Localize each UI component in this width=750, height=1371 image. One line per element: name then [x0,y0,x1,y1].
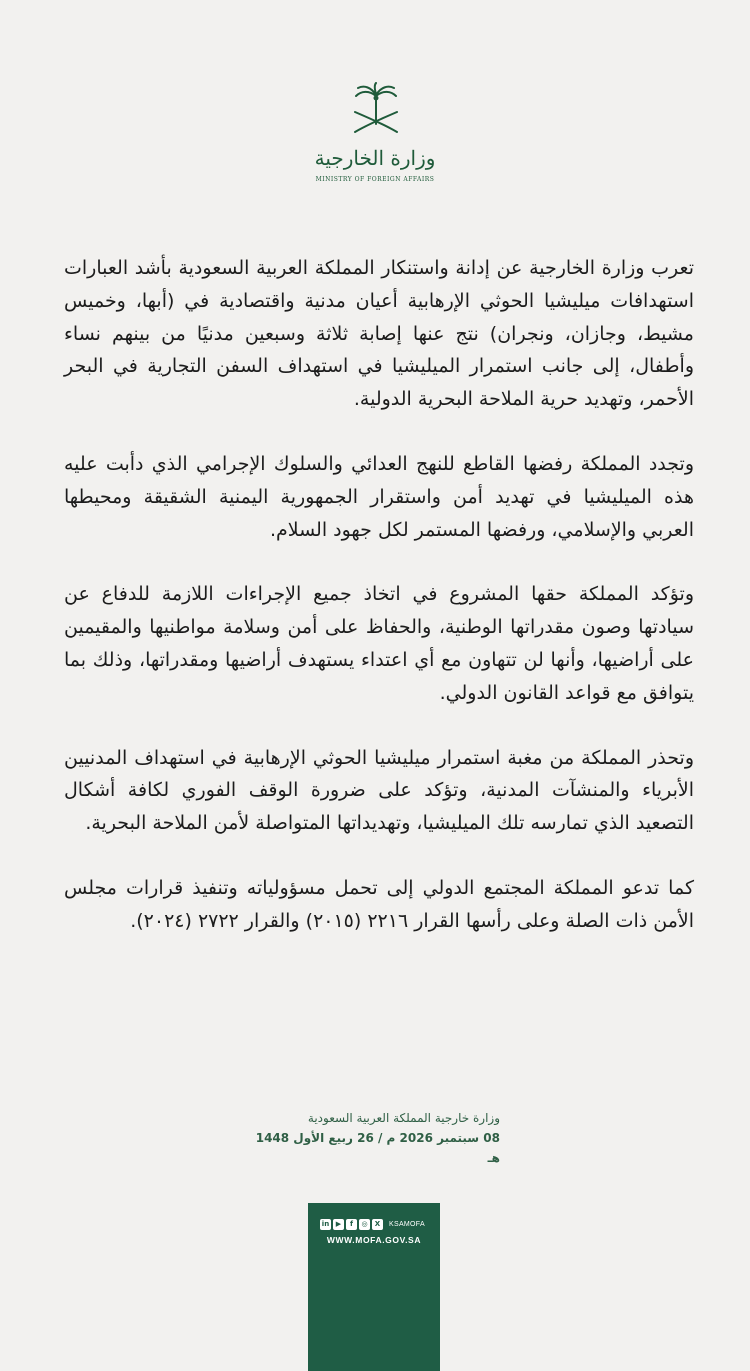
social-handle: KSAMOFA [389,1220,425,1228]
instagram-icon[interactable]: ◎ [359,1219,370,1230]
statement-paragraph: وتؤكد المملكة حقها المشروع في اتخاذ جميع الإجراءات اللازمة للدفاع عن سيادتها وصون مقدراتها الوطنية، والحفاظ على أمن وسلامة مواطنيها والمقيمين على أراضيها، وأنها لن تتهاون مع أي اعتداء يستهدف أراضيها ومقدراتها، وذلك بما يتوافق مع قواعد القانون الدولي. [64,583,694,704]
statement-body [64,252,694,970]
statement-paragraph: وتحذر المملكة من مغبة استمرار ميليشيا الحوثي الإرهابية في استهداف المدنيين الأبرياء والمنشآت المدنية، وتؤكد على ضرورة الوقف الفوري لكافة أشكال التصعيد الذي تمارسه تلك الميليشيا، وتهديداتها المتواصلة لأمن الملاحة البحرية. [64,746,694,835]
website-link[interactable]: WWW.MOFA.GOV.SA [326,1235,422,1245]
contact-panel [308,1203,440,1371]
statement-paragraph: كما تدعو المملكة المجتمع الدولي إلى تحمل مسؤولياته وتنفيذ قرارات مجلس الأمن ذات الصلة وعلى رأسها القرار ٢٢١٦ (٢٠١٥) والقرار ٢٧٢٢ (٢٠٢٤). [64,876,694,932]
issue-date: 08 سبتمبر 2026 م / 26 ربيع الأول 1448 هـ [255,1131,500,1165]
issuer-name: وزارة خارجية المملكة العربية السعودية [307,1111,500,1125]
statement-paragraph: وتجدد المملكة رفضها القاطع للنهج العدائي والسلوك الإجرامي الذي دأبت عليه هذه الميليشيا في تهديد أمن واستقرار الجمهورية اليمنية الشقيقة ومحيطها العربي والإسلامي، ورفضها المستمر لكل جهود السلام. [64,452,694,541]
ministry-logo-arabic: وزارة الخارجية [314,146,436,170]
x-icon[interactable]: X [372,1219,383,1230]
social-links [320,1217,428,1231]
linkedin-icon[interactable]: in [321,1219,330,1228]
statement-paragraph: تعرب وزارة الخارجية عن إدانة واستنكار المملكة العربية السعودية بأشد العبارات استهدافات ميليشيا الحوثي الإرهابية أعيان مدنية واقتصادية في (أبها، وخميس مشيط، وجازان، ونجران) نتج عنها إصابة ثلاثة وسبعين مدنيًا من بينهم نساء وأطفال، إلى جانب استمرار الميليشيا في استهداف السفن التجارية في البحر الأحمر، وتهديد حرية الملاحة البحرية الدولية. [64,257,694,411]
signature-block [250,1108,500,1168]
saudi-emblem-icon [345,82,407,144]
ministry-logo-english: MINISTRY OF FOREIGN AFFAIRS [315,176,435,183]
facebook-icon[interactable]: f [346,1219,357,1230]
youtube-icon[interactable]: ▶ [333,1219,344,1230]
